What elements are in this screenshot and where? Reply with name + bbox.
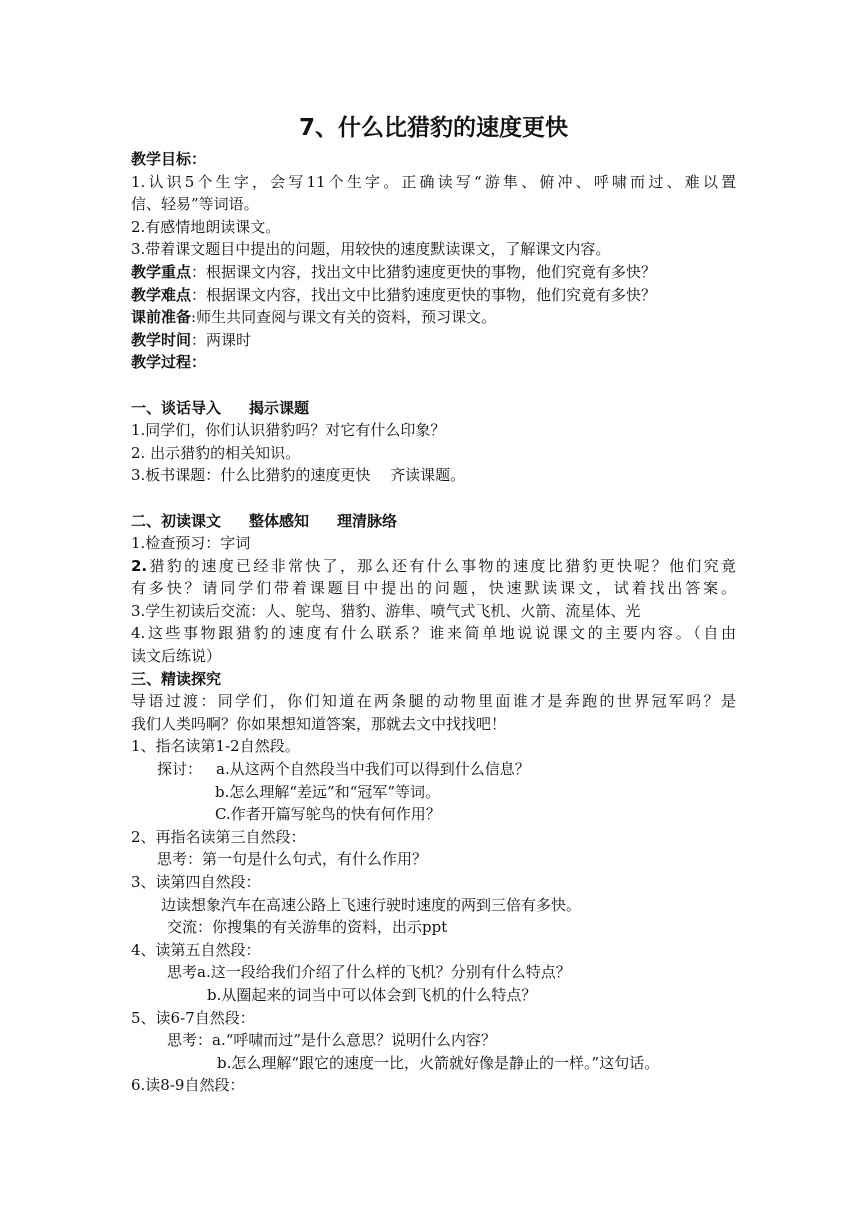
section1-heading-b: 揭示课题 bbox=[249, 398, 310, 417]
blank-line bbox=[131, 374, 736, 397]
document-page bbox=[131, 108, 736, 1097]
step5-title: 5、读6-7自然段： bbox=[131, 1008, 255, 1027]
section2-line-2-text: 猎豹的速度已经非常快了，那么还有什么事物的速度比猎豹更快呢？他们究竟 bbox=[147, 556, 736, 575]
step5-line-1: 思考：a.“呼啸而过”是什么意思？说明什么内容？ bbox=[167, 1031, 497, 1050]
section1-line-2: 2. 出示猎豹的相关知识。 bbox=[131, 443, 301, 462]
section2-line-2 bbox=[131, 555, 736, 578]
step1-question-3: C.作者开篇写鸵鸟的快有何作用？ bbox=[215, 805, 441, 824]
section2-line-5: 4.这些事物跟猎豹的速度有什么联系？谁来简单地说说课文的主要内容。（自由 bbox=[131, 624, 736, 643]
difficulty-text: ：根据课文内容，找出文中比猎豹速度更快的事物，他们究竟有多快？ bbox=[191, 285, 657, 304]
section2-line-4: 3.学生初读后交流：人、鸵鸟、猎豹、游隼、喷气式飞机、火箭、流星体、光 bbox=[131, 601, 641, 620]
goal-item-1-cont: 信、轻易”等词语。 bbox=[131, 195, 259, 214]
section1-line-1: 1.同学们，你们认识猎豹吗？对它有什么印象？ bbox=[131, 421, 446, 440]
section3-intro-1: 导语过渡：同学们，你们知道在两条腿的动物里面谁才是奔跑的世界冠军吗？是 bbox=[131, 692, 736, 711]
key-point bbox=[131, 261, 736, 284]
section1-heading bbox=[131, 397, 736, 420]
section2-heading-a: 二、初读课文 bbox=[131, 511, 222, 530]
section2-heading bbox=[131, 510, 736, 533]
section3-heading: 三、精读探究 bbox=[131, 669, 222, 688]
step1-question-2: b.怎么理解“差远”和“冠军”等词。 bbox=[215, 782, 441, 801]
goal-item-2: 2.有感情地朗读课文。 bbox=[131, 217, 281, 236]
time-text: ：两课时 bbox=[191, 330, 252, 349]
key-point-text: ：根据课文内容，找出文中比猎豹速度更快的事物，他们究竟有多快？ bbox=[191, 262, 657, 281]
step3-line-1: 边读想象汽车在高速公路上飞速行驶时速度的两到三倍有多快。 bbox=[161, 895, 582, 914]
step1-title: 1、指名读第1-2自然段。 bbox=[131, 737, 300, 756]
section2-line-3: 有多快？请同学们带着课题目中提出的问题，快速默读课文，试着找出答案。 bbox=[131, 579, 736, 598]
blank-line bbox=[131, 487, 736, 510]
goal-item-3: 3.带着课文题目中提出的问题，用较快的速度默读课文，了解课文内容。 bbox=[131, 240, 611, 259]
step5-line-2: b.怎么理解“跟它的速度一比，火箭就好像是静止的一样。”这句话。 bbox=[217, 1053, 660, 1072]
step4-line-2: b.从圈起来的词当中可以体会到飞机的什么特点？ bbox=[207, 985, 537, 1004]
step1-q1: a.从这两个自然段当中我们可以得到什么信息？ bbox=[216, 760, 530, 779]
section2-line-1: 1.检查预习：字词 bbox=[131, 534, 251, 553]
page-title: 7、什么比猎豹的速度更快 bbox=[298, 115, 568, 141]
teaching-time bbox=[131, 329, 736, 352]
difficulty-label: 教学难点 bbox=[131, 285, 192, 304]
step4-line-1: 思考a.这一段给我们介绍了什么样的飞机？分别有什么特点？ bbox=[167, 963, 571, 982]
section2-bold-number: 2. bbox=[131, 556, 148, 575]
step3-title: 3、读第四自然段： bbox=[131, 873, 261, 891]
process-heading: 教学过程： bbox=[131, 353, 207, 372]
difficulty bbox=[131, 284, 736, 307]
step1-label: 探讨： bbox=[157, 760, 203, 779]
section1-heading-a: 一、谈话导入 bbox=[131, 398, 222, 417]
preparation bbox=[131, 306, 736, 329]
step4-title: 4、读第五自然段： bbox=[131, 940, 261, 959]
step2-line: 思考：第一句是什么句式，有什么作用？ bbox=[157, 850, 428, 869]
goal-item-1: 1.认识5个生字，会写11个生字。正确读写“游隼、俯冲、呼啸而过、难以置 bbox=[131, 172, 736, 191]
section1-line-3: 3.板书课题：什么比猎豹的速度更快 齐读课题。 bbox=[131, 466, 466, 485]
step3-line-2: 交流：你搜集的有关游隼的资料，出示ppt bbox=[167, 918, 448, 937]
preparation-label: 课前准备 bbox=[131, 308, 192, 327]
section2-heading-c: 理清脉络 bbox=[337, 511, 398, 530]
step6-title: 6.读8-9自然段： bbox=[131, 1076, 245, 1095]
time-label: 教学时间 bbox=[131, 330, 192, 349]
section2-line-6: 读文后练说） bbox=[131, 647, 222, 666]
step2-title: 2、再指名读第三自然段： bbox=[131, 827, 306, 846]
section2-heading-b: 整体感知 bbox=[249, 511, 310, 530]
goals-heading: 教学目标： bbox=[131, 150, 207, 168]
section3-intro-2: 我们人类吗啊？你如果想知道答案，那就去文中找找吧！ bbox=[131, 714, 507, 733]
preparation-text: :师生共同查阅与课文有关的资料，预习课文。 bbox=[191, 308, 497, 327]
key-point-label: 教学重点 bbox=[131, 262, 192, 281]
step1-question-1 bbox=[131, 758, 736, 781]
